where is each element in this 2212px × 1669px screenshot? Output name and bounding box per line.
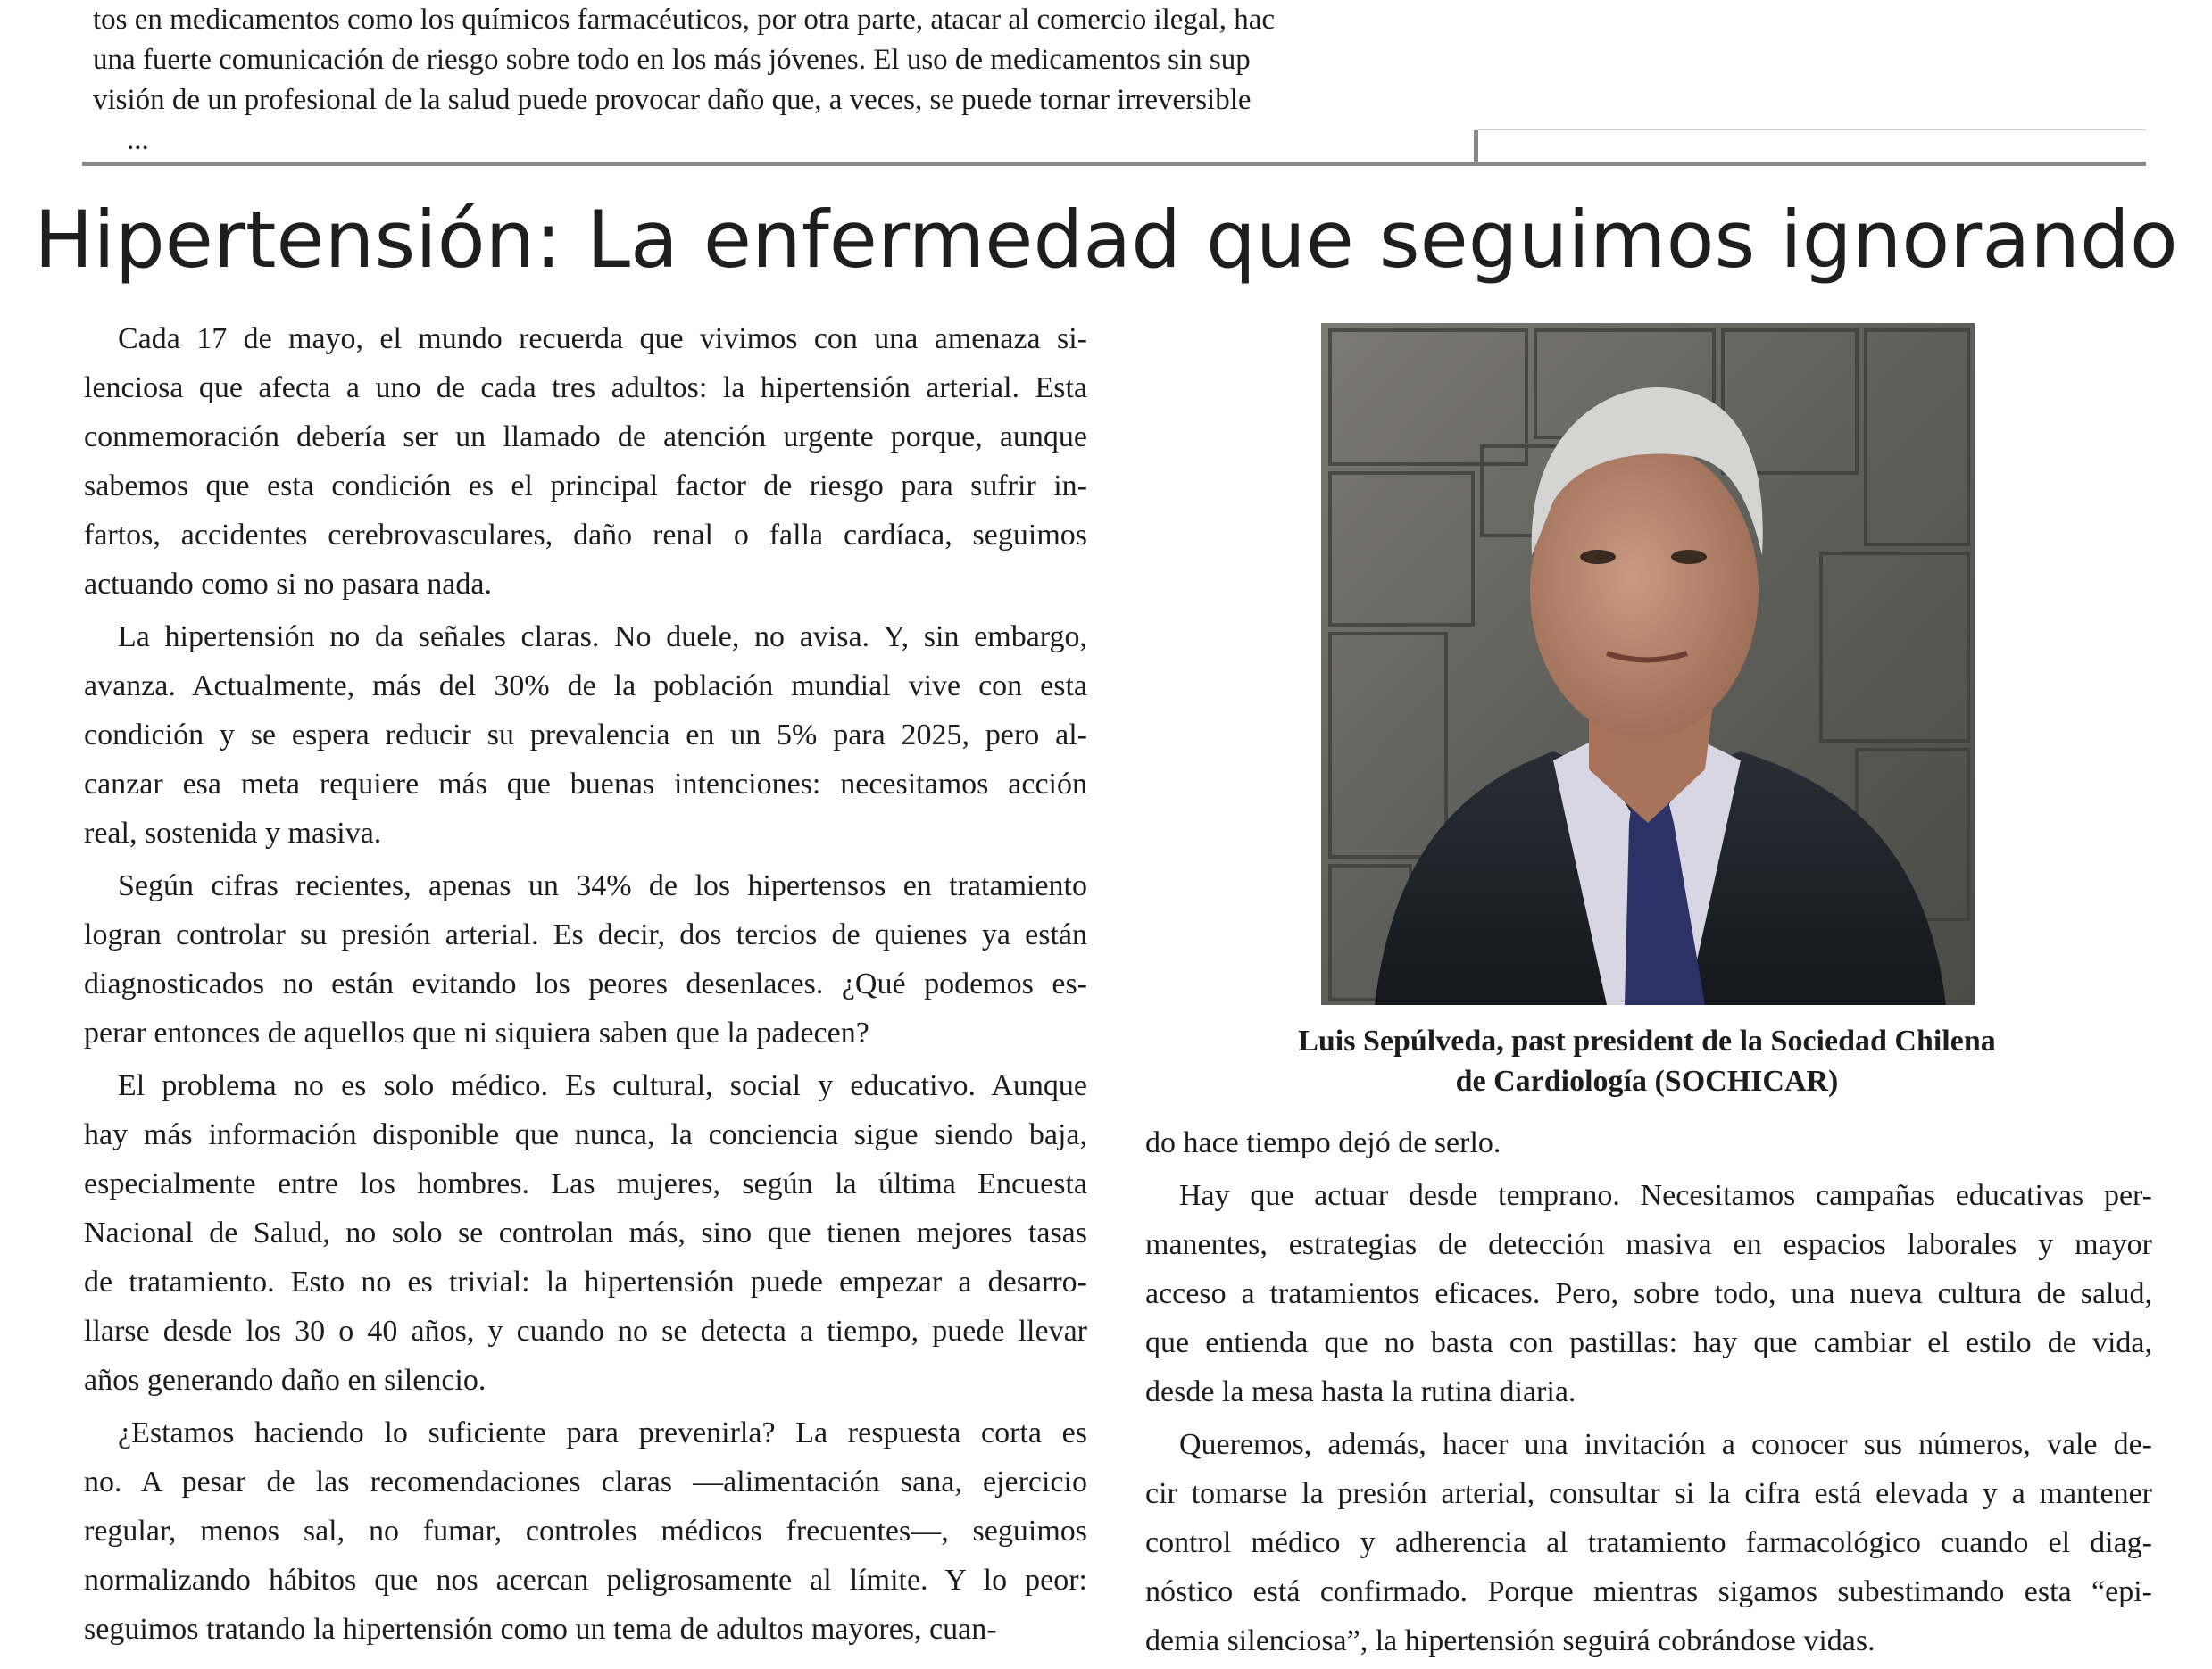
- article-line: nóstico está confirmado. Porque mientras sigamos subestimando esta “epi-: [1145, 1575, 2152, 1608]
- section-divider: [82, 162, 2146, 166]
- article-line: avanza. Actualmente, más del 30% de la población mundial vive con esta: [84, 669, 1087, 702]
- article-line: Nacional de Salud, no solo se controlan más, sino que tienen mejores tasas: [84, 1216, 1087, 1250]
- article-line: que entienda que no basta con pastillas: hay que cambiar el estilo de vida,: [1145, 1326, 2152, 1359]
- article-headline: Hipertensión: La enfermedad que seguimos ignorando: [34, 194, 2178, 286]
- article-line: logran controlar su presión arterial. Es decir, dos tercios de quienes ya están: [84, 918, 1087, 951]
- article-line: hay más información disponible que nunca, la conciencia sigue siendo baja,: [84, 1118, 1087, 1151]
- article-line: conmemoración debería ser un llamado de atención urgente porque, aunque: [84, 420, 1087, 453]
- previous-article-fragment: [93, 0, 1405, 161]
- previous-article-ellipsis: ...: [127, 124, 149, 156]
- article-line: sabemos que esta condición es el principal factor de riesgo para sufrir in-: [84, 469, 1087, 502]
- article-line: diagnosticados no están evitando los peores desenlaces. ¿Qué podemos es-: [84, 967, 1087, 1001]
- article-paragraph: [1145, 1171, 2152, 1416]
- article-line: real, sostenida y masiva.: [84, 817, 382, 850]
- article-paragraph: [84, 1408, 1087, 1654]
- article-line: regular, menos sal, no fumar, controles médicos frecuentes—, seguimos: [84, 1515, 1087, 1548]
- article-line: actuando como si no pasara nada.: [84, 568, 492, 601]
- column-divider-tick: [1474, 130, 1478, 164]
- portrait-image: [1321, 323, 1975, 1005]
- article-line: fartos, accidentes cerebrovasculares, daño renal o falla cardíaca, seguimos: [84, 519, 1087, 552]
- article-line: Hay que actuar desde temprano. Necesitamos campañas educativas per-: [1179, 1179, 2152, 1212]
- column-divider-top: [1478, 129, 2146, 130]
- article-line: do hace tiempo dejó de serlo.: [1145, 1126, 1501, 1159]
- article-line: de tratamiento. Esto no es trivial: la hipertensión puede empezar a desarro-: [84, 1266, 1087, 1299]
- article-line: seguimos tratando la hipertensión como un tema de adultos mayores, cuan-: [84, 1613, 997, 1646]
- photo-caption-line: de Cardiología (SOCHICAR): [1455, 1065, 1839, 1098]
- article-paragraph: [1145, 1118, 2152, 1167]
- article-line: no. A pesar de las recomendaciones claras —alimentación sana, ejercicio: [84, 1466, 1087, 1499]
- article-paragraph: [84, 314, 1087, 609]
- article-paragraph: [84, 1061, 1087, 1405]
- article-line: lenciosa que afecta a uno de cada tres adultos: la hipertensión arterial. Esta: [84, 371, 1087, 404]
- article-line: La hipertensión no da señales claras. No duele, no avisa. Y, sin embargo,: [118, 620, 1087, 653]
- article-line: demia silenciosa”, la hipertensión seguirá cobrándose vidas.: [1145, 1624, 1875, 1657]
- article-line: cir tomarse la presión arterial, consultar si la cifra está elevada y a mantener: [1145, 1477, 2152, 1510]
- article-line: manentes, estrategias de detección masiva en espacios laborales y mayor: [1145, 1228, 2152, 1261]
- article-line: desde la mesa hasta la rutina diaria.: [1145, 1375, 1576, 1408]
- article-line: especialmente entre los hombres. Las mujeres, según la última Encuesta: [84, 1167, 1087, 1200]
- article-left-column: [84, 314, 1087, 1657]
- article-line: acceso a tratamientos eficaces. Pero, sobre todo, una nueva cultura de salud,: [1145, 1277, 2152, 1310]
- previous-article-line: una fuerte comunicación de riesgo sobre todo en los más jóvenes. El uso de medicamentos sin sup: [93, 44, 1251, 76]
- photo-caption-line: Luis Sepúlveda, past president de la Sociedad Chilena: [1298, 1025, 1996, 1058]
- article-line: perar entonces de aquellos que ni siquiera saben que la padecen?: [84, 1017, 869, 1050]
- portrait-photo: [1321, 323, 1975, 1005]
- article-line: Queremos, además, hacer una invitación a conocer sus números, vale de-: [1179, 1428, 2152, 1461]
- article-paragraph: [84, 612, 1087, 858]
- article-line: condición y se espera reducir su prevalencia en un 5% para 2025, pero al-: [84, 718, 1087, 751]
- article-line: El problema no es solo médico. Es cultural, social y educativo. Aunque: [118, 1069, 1087, 1102]
- article-line: ¿Estamos haciendo lo suficiente para prevenirla? La respuesta corta es: [118, 1416, 1087, 1449]
- article-paragraph: [1145, 1420, 2152, 1665]
- previous-article-line: tos en medicamentos como los químicos farmacéuticos, por otra parte, atacar al comercio ilegal, hac: [93, 4, 1276, 36]
- article-line: canzar esa meta requiere más que buenas intenciones: necesitamos acción: [84, 768, 1087, 801]
- previous-article-line: visión de un profesional de la salud puede provocar daño que, a veces, se puede tornar irreversible: [93, 84, 1252, 116]
- article-line: control médico y adherencia al tratamiento farmacológico cuando el diag-: [1145, 1526, 2152, 1559]
- photo-caption: [1160, 1021, 2133, 1101]
- article-line: Según cifras recientes, apenas un 34% de los hipertensos en tratamiento: [118, 869, 1087, 902]
- article-line: normalizando hábitos que nos acercan peligrosamente al límite. Y lo peor:: [84, 1564, 1087, 1597]
- article-line: Cada 17 de mayo, el mundo recuerda que vivimos con una amenaza si-: [118, 322, 1087, 355]
- article-right-column: [1145, 1118, 2152, 1669]
- article-paragraph: [84, 861, 1087, 1058]
- article-line: llarse desde los 30 o 40 años, y cuando no se detecta a tiempo, puede llevar: [84, 1315, 1087, 1348]
- article-line: años generando daño en silencio.: [84, 1364, 486, 1397]
